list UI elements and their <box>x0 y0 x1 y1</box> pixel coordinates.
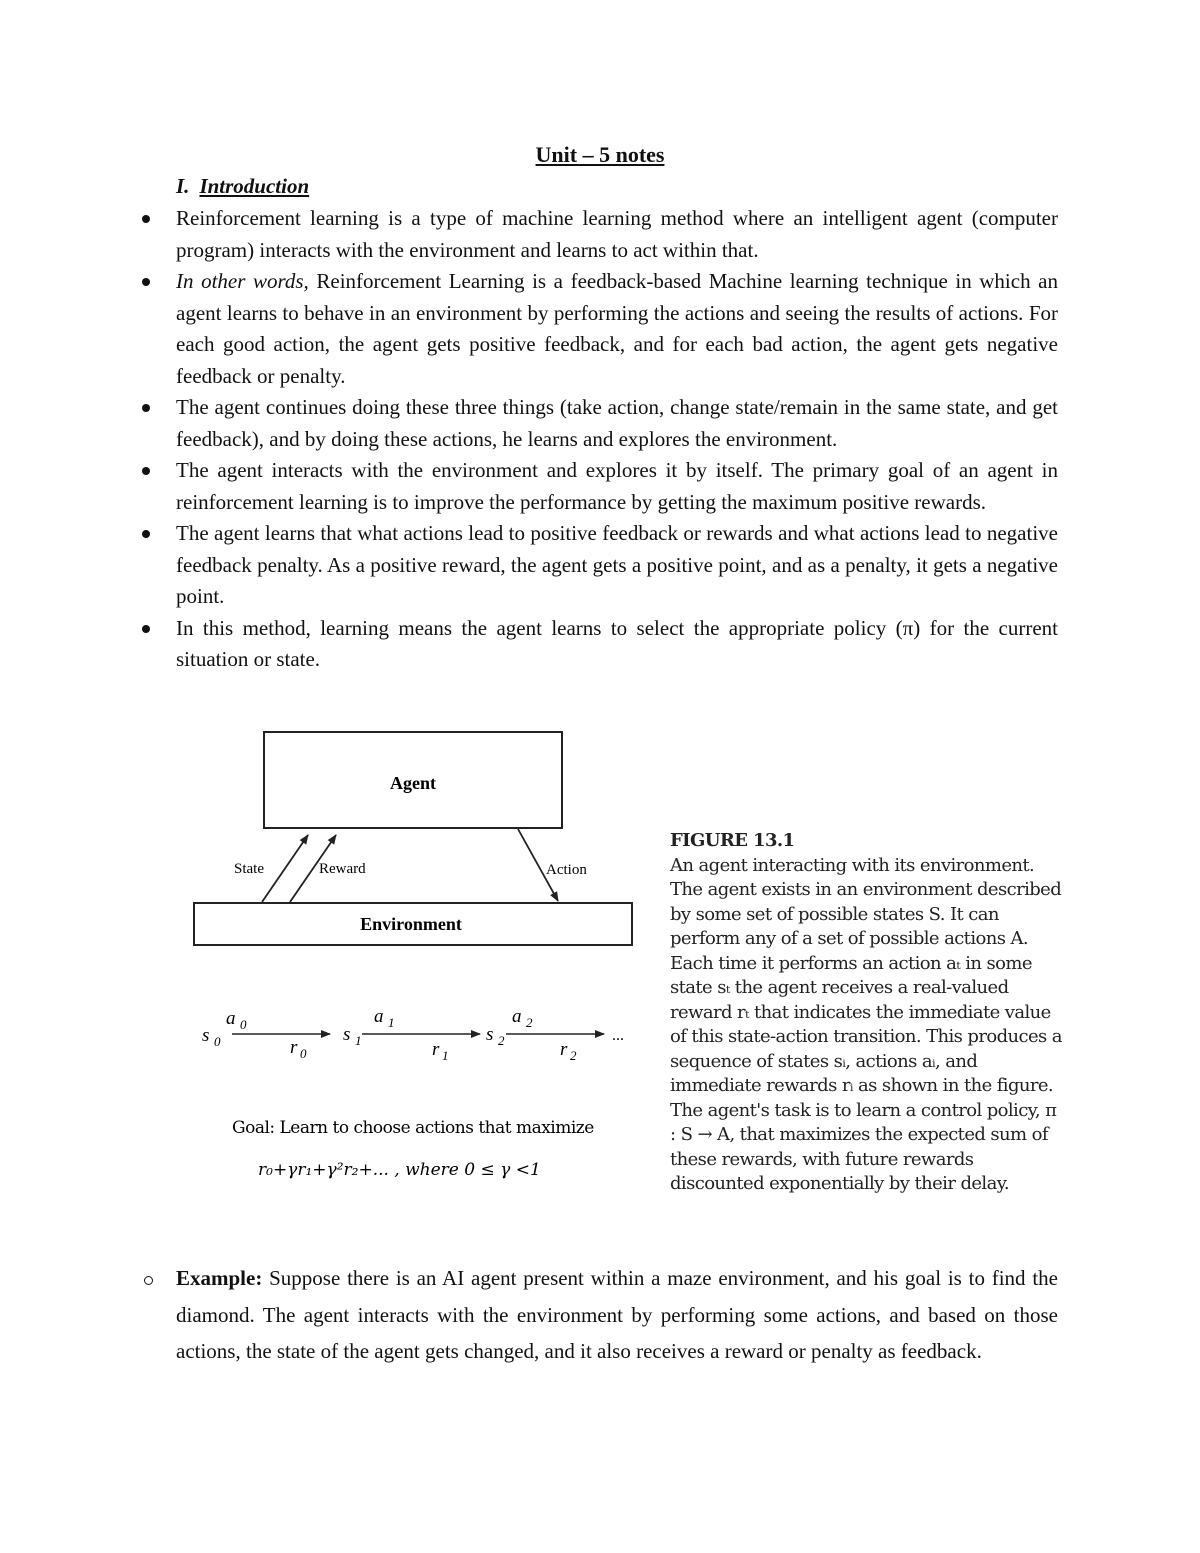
seq-s2-sub: 2 <box>498 1033 505 1048</box>
bullet-lead: In other words, <box>176 269 309 293</box>
bullet-item <box>176 613 1058 676</box>
environment-label: Environment <box>360 914 462 934</box>
bullet-item <box>176 392 1058 455</box>
example-label: Example: <box>176 1266 263 1290</box>
section-title: Introduction <box>199 174 310 198</box>
state-arrow <box>262 835 308 902</box>
section-number: I. <box>176 174 190 198</box>
seq-s0-sub: 0 <box>214 1034 221 1049</box>
goal-text: Goal: Learn to choose actions that maximize <box>232 1118 594 1138</box>
action-label: Action <box>546 862 587 878</box>
seq-r2: r <box>560 1039 568 1060</box>
sequence-row <box>202 1006 624 1063</box>
example-text: Suppose there is an AI agent present within a maze environment, and his goal is to find the diamond. The agent interacts with the environment by performing some actions, and based on those actions, the state of the agent gets changed, and it also receives a reward or penalty as feedback. <box>176 1266 1058 1363</box>
bullet-text: The agent interacts with the environment and explores it by itself. The primary goal of an agent in reinforcement learning is to improve the performance by getting the maximum positive rewards. <box>176 458 1058 514</box>
seq-r0-sub: 0 <box>300 1046 307 1061</box>
section-heading <box>176 174 309 199</box>
bullet-item <box>176 455 1058 518</box>
agent-environment-diagram <box>190 725 660 1215</box>
bullet-text: Reinforcement Learning is a feedback-based Machine learning technique in which an agent learns to behave in an environment by performing the actions and seeing the results of actions. For each good action, the agent gets positive feedback, and for each bad action, the agent gets negative feedback or penalty. <box>176 269 1058 388</box>
seq-a1: a <box>374 1006 384 1027</box>
seq-a0: a <box>226 1008 236 1029</box>
seq-r1-sub: 1 <box>442 1048 449 1063</box>
seq-a2-sub: 2 <box>526 1015 533 1030</box>
bullet-text: Reinforcement learning is a type of machine learning method where an intelligent agent (computer program) interacts with the environment and learns to act within that. <box>176 206 1058 262</box>
bullet-item <box>176 518 1058 613</box>
seq-s1-sub: 1 <box>355 1033 362 1048</box>
figure-caption <box>670 829 1062 1197</box>
seq-s2: s <box>486 1024 494 1045</box>
seq-a2: a <box>512 1006 522 1027</box>
caption-title: FIGURE 13.1 <box>670 830 795 851</box>
intro-bullet-list <box>176 203 1058 676</box>
state-label: State <box>234 861 264 877</box>
seq-s1: s <box>343 1024 351 1045</box>
agent-label: Agent <box>390 773 436 793</box>
reward-label: Reward <box>319 861 366 877</box>
bullet-text: In this method, learning means the agent learns to select the appropriate policy (π) for the current situation or state. <box>176 615 1058 671</box>
hollow-bullet-icon <box>144 1276 153 1285</box>
seq-a0-sub: 0 <box>240 1017 247 1032</box>
bullet-text: The agent learns that what actions lead to positive feedback or rewards and what actions lead to negative feedback penalty. As a positive reward, the agent gets a positive point, and as a penalty, it gets a negative point. <box>176 521 1058 608</box>
seq-r1: r <box>432 1039 440 1060</box>
seq-r0: r <box>290 1037 298 1058</box>
seq-s0: s <box>202 1025 210 1046</box>
figure-13-1 <box>190 725 1070 1215</box>
goal-formula: r₀+γr₁+γ²r₂+... , where 0 ≤ γ <1 <box>258 1160 541 1180</box>
seq-a1-sub: 1 <box>388 1015 395 1030</box>
seq-r2-sub: 2 <box>570 1048 577 1063</box>
page-title: Unit – 5 notes <box>535 142 665 167</box>
bullet-text: The agent continues doing these three things (take action, change state/remain in the same state, and get feedback), and by doing these actions, he learns and explores the environment. <box>176 395 1058 451</box>
example-paragraph <box>176 1260 1058 1370</box>
caption-body: An agent interacting with its environment. The agent exists in an environment described by some set of possible states S. It can perform any of a set of possible actions A. Each time it performs an action aₜ in some state sₜ the agent receives a real-valued reward rₜ that indicates the immediate value of this state-action transition. This produces a sequence of states sᵢ, actions aᵢ, and immediate rewards rᵢ as shown in the figure. The agent's task is to learn a control policy, π : S → A, that maximizes the expected sum of these rewards, with future rewards discounted exponentially by their delay. <box>670 854 1062 1194</box>
bullet-item <box>176 266 1058 392</box>
seq-ellipsis: ... <box>612 1027 624 1044</box>
bullet-item <box>176 203 1058 266</box>
